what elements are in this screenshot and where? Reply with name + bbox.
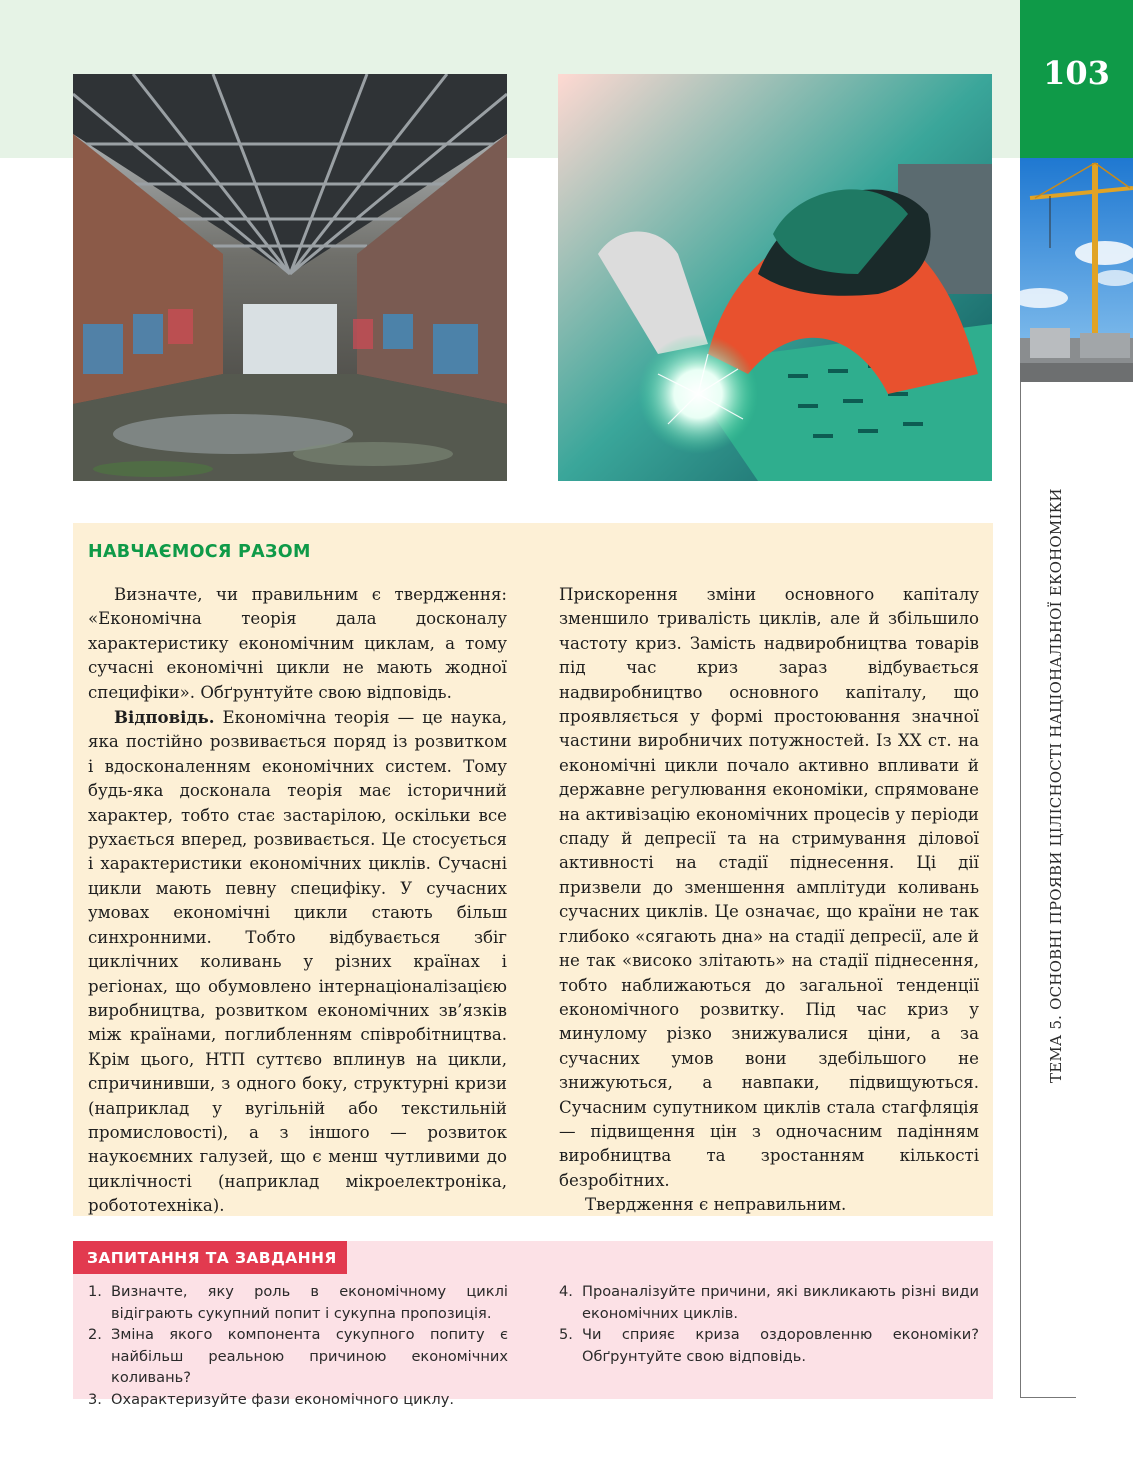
question-item [88,1324,508,1389]
question-item [559,1324,979,1367]
learn-right-column [559,583,979,1218]
question-number: 5. [559,1326,573,1343]
question-number: 1. [88,1283,102,1300]
question-number: 4. [559,1283,573,1300]
question-text: Охарактеризуйте фази економічного циклу. [111,1390,455,1408]
question-text: Визначте, яку роль в економічному циклі відіграють сукупний попит і сукупна пропозиція. [111,1283,508,1322]
questions-right-list [559,1281,979,1367]
question-text: Проаналізуйте причини, які викликають різні види економічних циклів. [582,1283,979,1322]
answer-text: Економічна теорія — це наука, яка постійно розвивається поряд із розвитком і вдосконаленням економічних систем. Тому будь-яка досконала теорія має історичний характер, тобто стає застарілою, оскільки все рухається вперед, розвивається. Це стосується і характеристики економічних циклів. Сучасні цикли мають певну специфіку. У сучасних умовах економічні цикли стають більш синхронними. Тобто відбувається збіг циклічних коливань у різних країнах і регіонах, що обумовлено інтернаціоналізацією виробництва, розвитком економічних зв’язків між країнами, поглибленням співробітництва. Крім цього, НТП суттєво вплинув на цикли, спричинивши, з одного боку, структурні кризи (наприклад у вугільній або текстильній промисловості), а з іншого — розвиток наукоємних галузей, що є менш чутливими до циклічності (наприклад мікроелектроніка, робототехніка). [88,708,507,1216]
side-divider-tick [1020,1397,1076,1398]
question-item [88,1281,508,1324]
chapter-title: ТЕМА 5. ОСНОВНІ ПРОЯВИ ЦІЛІСНОСТІ НАЦІОНАЛЬНОЇ ЕКОНОМІКИ [1047,488,1065,1083]
factory-hall-photo [73,74,507,481]
learn-together-box [73,523,993,1216]
questions-box [73,1241,993,1408]
side-divider [1020,382,1021,1398]
task-paragraph: Визначте, чи правильним є твердження: «Економічна теорія дала досконалу характеристику економічним циклам, а тому сучасні економічні цикли не мають жодної специфіки». Обґрунтуйте свою відповідь. [88,585,507,702]
welder-photo [558,74,992,481]
learn-left-column [88,583,507,1219]
question-text: Чи сприяє криза оздоровленню економіки? Обґрунтуйте свою відповідь. [582,1326,979,1365]
learn-title: НАВЧАЄМОСЯ РАЗОМ [88,542,311,562]
question-number: 3. [88,1390,102,1408]
answer-paragraph [88,705,507,1219]
answer-continuation: Прискорення зміни основного капіталу зменшило тривалість циклів, але й збільшило частоту криз. Замість надвиробництва товарів під час криз зараз відбувається надвиробництво основного капіталу, що проявляється у формі простоювання значної частини виробничих потужностей. Із XX ст. на економічні цикли почало активно впливати й державне регулювання економіки, спрямоване на активізацію економічних процесів у періоди спаду й депресії та на стримування ділової активності на стадії піднесення. Ці дії призвели до зменшення амплітуди коливань сучасних циклів. Це означає, що країни не так глибоко «сягають дна» на стадії депресії, але й не так «високо злітають» на стадії піднесення, тобто наближаються до загальної тенденції економічного розвитку. Під час криз у минулому різко знижувалися ціни, а за сучасних умов вони здебільшого не знижуються, а навпаки, підвищуються. Сучасним супутником циклів стала стагфляція — підвищення цін з одночасним падінням виробництва та зростанням кількості безробітних. [559,585,979,1190]
conclusion-paragraph: Твердження є неправильним. [585,1195,847,1215]
questions-left-list [88,1281,508,1410]
questions-title: ЗАПИТАННЯ ТА ЗАВДАННЯ [73,1241,347,1274]
question-number: 2. [88,1326,102,1343]
answer-label: Відповідь. [114,707,215,728]
question-item [559,1281,979,1324]
page-number: 103 [1020,0,1133,158]
question-text: Зміна якого компонента сукупного попиту є найбільш реальною причиною економічних коливань? [111,1326,508,1386]
question-item [88,1389,508,1411]
construction-crane-photo [1020,158,1133,382]
